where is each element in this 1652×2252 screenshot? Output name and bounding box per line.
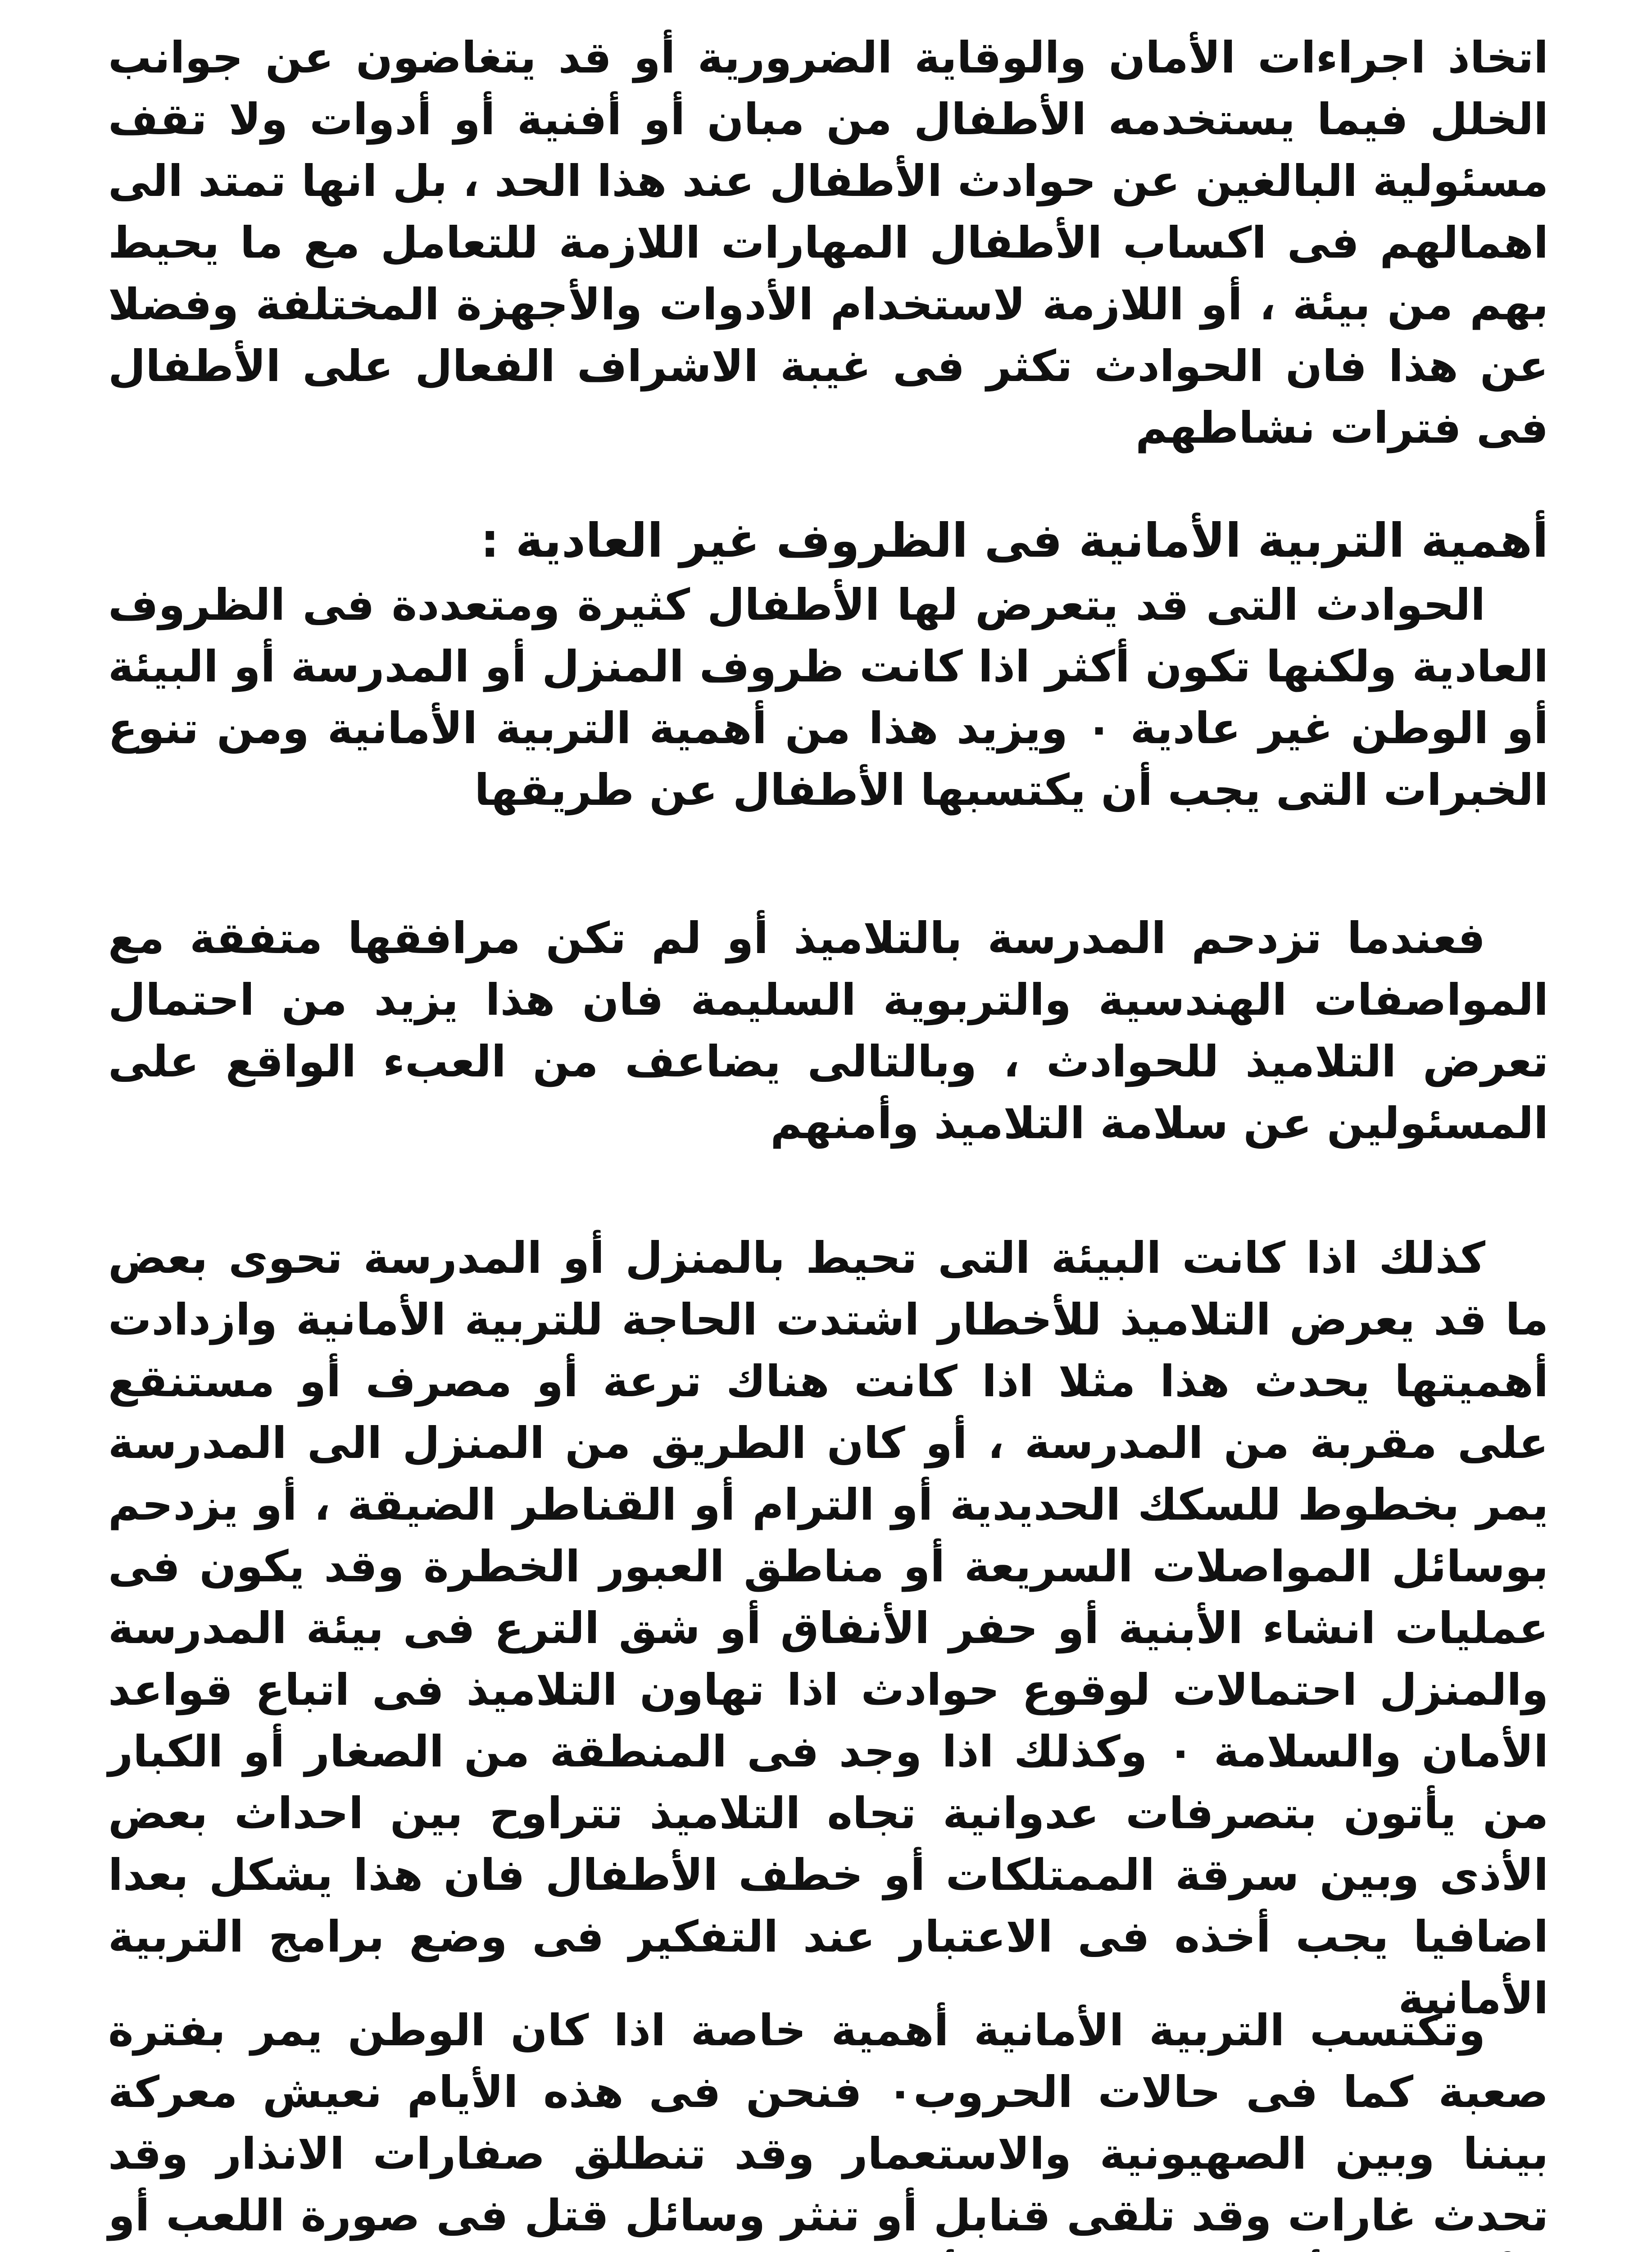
paragraph-1: اتخاذ اجراءات الأمان والوقاية الضرورية أو قد يتغاضون عن جوانب الخلل فيما يستخدمه الأطفال من مبان أو أفنية أو أدوات ولا تقف مسئولية البالغين عن حوادث الأطفال عند هذا الحد ، بل انها تمتد الى اهمالهم فى اكساب الأطفال المهارات اللازمة للتعامل مع ما يحيط بهم من بيئة ، أو اللازمة لاستخدام الأدوات والأجهزة المختلفة وفضلا عن هذا فان الحوادث تكثر فى غيبة الاشراف الفعال على الأطفال فى فترات نشاطهم <box>108 32 1548 453</box>
paragraph-3: فعندما تزدحم المدرسة بالتلاميذ أو لم تكن مرافقها متفقة مع المواصفات الهندسية والتربوية السليمة فان هذا يزيد من احتمال تعرض التلاميذ للحوادث ، وبالتالى يضاعف من العبء الواقع على المسئولين عن سلامة التلاميذ وأمنهم <box>108 913 1548 1149</box>
document-page <box>108 27 1548 2252</box>
section-heading: أهمية التربية الأمانية فى الظروف غير العادية : <box>480 513 1548 568</box>
paragraph-5: وتكتسب التربية الأمانية أهمية خاصة اذا كان الوطن يمر بفترة صعبة كما فى حالات الحروب٠ فنحن فى هذه الأيام نعيش معركة بيننا وبين الصهيونية والاستعمار وقد تنطلق صفارات الانذار وقد تحدث غارات وقد تلقى قنابل أو تنثر وسائل قتل فى صورة اللعب أو <box>108 2005 1549 2241</box>
paragraph-2: الحوادث التى قد يتعرض لها الأطفال كثيرة ومتعددة فى الظروف العادية ولكنها تكون أكثر اذا كانت ظروف المنزل أو المدرسة أو البيئة أو الوطن غير عادية ٠ ويزيد هذا من أهمية التربية الأمانية ومن تنوع الخبرات التى يجب أن يكتسبها الأطفال عن طريقها <box>108 580 1548 815</box>
paragraph-4: كذلك اذا كانت البيئة التى تحيط بالمنزل أو المدرسة تحوى بعض ما قد يعرض التلاميذ للأخطار اشتدت الحاجة للتربية الأمانية وازدادت أهميتها يحدث هذا مثلا اذا كانت هناك ترعة أو مصرف أو مستنقع على مقربة من المدرسة ، أو كان الطريق من المنزل الى المدرسة يمر بخطوط للسكك الحديدية أو الترام أو القناطر الضيقة ، أو يزدحم بوسائل المواصلات السريعة أو مناطق العبور الخطرة وقد يكون فى عمليات انشاء الأبنية أو حفر الأنفاق أو شق الترع فى بيئة المدرسة والمنزل احتمالات لوقوع حوادث اذا تهاون التلاميذ فى اتباع قواعد الأمان والسلامة ٠ وكذلك اذا وجد فى المنطقة من الصغار أو الكبار من يأتون بتصرفات عدوانية تجاه التلاميذ تتراوح بين احداث بعض الأذى وبين سرقة الممتلكات أو خطف الأطفال فان هذا يشكل بعدا اضافيا يجب أخذه فى الاعتبار عند التفكير فى وضع برامج التربية الأمانية <box>108 1233 1549 2024</box>
